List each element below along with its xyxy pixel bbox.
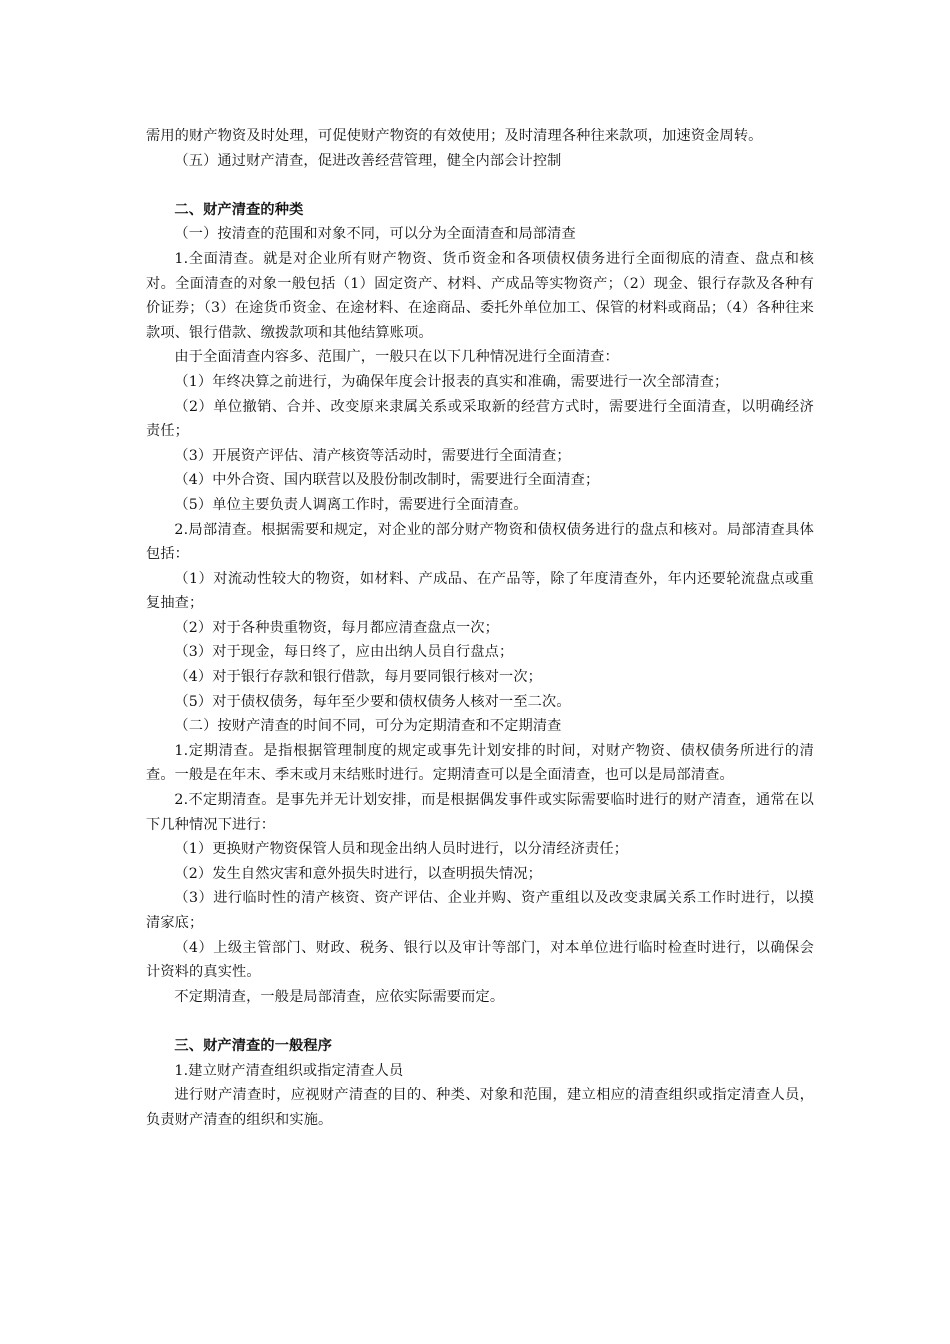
paragraph: （2）对于各种贵重物资，每月都应清查盘点一次； [174, 619, 499, 636]
blank-line [146, 173, 814, 198]
paragraph: （3）进行临时性的清产核资、资产评估、企业并购、资产重组以及改变隶属关系工作时进行，以摸清家底； [146, 890, 814, 931]
paragraph: 不定期清查，一般是局部清查，应依实际需要而定。 [174, 988, 505, 1005]
section-heading: 三、财产清查的一般程序 [174, 1037, 333, 1054]
paragraph: 2.局部清查。根据需要和规定，对企业的部分财产物资和债权债务进行的盘点和核对。局部清查具体包括： [146, 521, 814, 563]
blank-line [146, 1009, 814, 1034]
paragraph: （1）年终决算之前进行，为确保年度会计报表的真实和准确，需要进行一次全部清查； [174, 373, 729, 390]
paragraph: （二）按财产清查的时间不同，可分为定期清查和不定期清查 [174, 718, 562, 735]
paragraph: 需用的财产物资及时处理，可促使财产物资的有效使用；及时清理各种往来款项，加速资金周转。 [146, 128, 763, 144]
paragraph: （4）对于银行存款和银行借款，每月要同银行核对一次； [174, 669, 543, 686]
document-page [146, 124, 814, 1132]
paragraph: （4）上级主管部门、财政、税务、银行以及审计等部门，对本单位进行临时检查时进行，以确保会计资料的真实性。 [146, 939, 814, 981]
paragraph: （一）按清查的范围和对象不同，可以分为全面清查和局部清查 [174, 226, 576, 243]
paragraph: 1.全面清查。就是对企业所有财产物资、货币资金和各项债权债务进行全面彻底的清查、盘点和核对。全面清查的对象一般包括（1）固定资产、材料、产成品等实物资产；（2）现金、银行存款及各种有价证券；（3）在途货币资金、在途材料、在途商品、委托外单位加工、保管的材料或商品；（4）各种往来款项、银行借款、缴拨款项和其他结算账项。 [146, 250, 814, 341]
paragraph: （1）对流动性较大的物资，如材料、产成品、在产品等，除了年度清查外，年内还要轮流盘点或重复抽查； [146, 570, 814, 612]
paragraph: 2.不定期清查。是事先并无计划安排，而是根据偶发事件或实际需要临时进行的财产清查，通常在以下几种情况下进行： [146, 792, 814, 833]
paragraph: （1）更换财产物资保管人员和现金出纳人员时进行，以分清经济责任； [174, 841, 629, 858]
paragraph: （3）对于现金，每日终了，应由出纳人员自行盘点； [174, 644, 514, 661]
section-heading: 二、财产清查的种类 [174, 201, 304, 218]
paragraph: （5）单位主要负责人调离工作时，需要进行全面清查。 [174, 496, 528, 513]
paragraph: （4）中外合资、国内联营以及股份制改制时，需要进行全面清查； [174, 472, 600, 489]
paragraph: （5）对于债权债务，每年至少要和债权债务人核对一至二次。 [174, 693, 571, 710]
paragraph: 由于全面清查内容多、范围广，一般只在以下几种情况进行全面清查： [174, 349, 619, 366]
paragraph: （3）开展资产评估、清产核资等活动时，需要进行全面清查； [174, 447, 571, 464]
paragraph: （五）通过财产清查，促进改善经营管理，健全内部会计控制 [174, 152, 562, 169]
paragraph: （2）发生自然灾害和意外损失时进行，以查明损失情况； [174, 865, 543, 882]
paragraph: （2）单位撤销、合并、改变原来隶属关系或采取新的经营方式时，需要进行全面清查，以明确经济责任； [146, 398, 814, 440]
paragraph: 1.建立财产清查组织或指定清查人员 [174, 1062, 404, 1079]
paragraph: 1.定期清查。是指根据管理制度的规定或事先计划安排的时间，对财产物资、债权债务所进行的清查。一般是在年末、季末或月末结账时进行。定期清查可以是全面清查，也可以是局部清查。 [146, 742, 814, 784]
paragraph: 进行财产清查时，应视财产清查的目的、种类、对象和范围，建立相应的清查组织或指定清查人员，负责财产清查的组织和实施。 [146, 1087, 814, 1128]
